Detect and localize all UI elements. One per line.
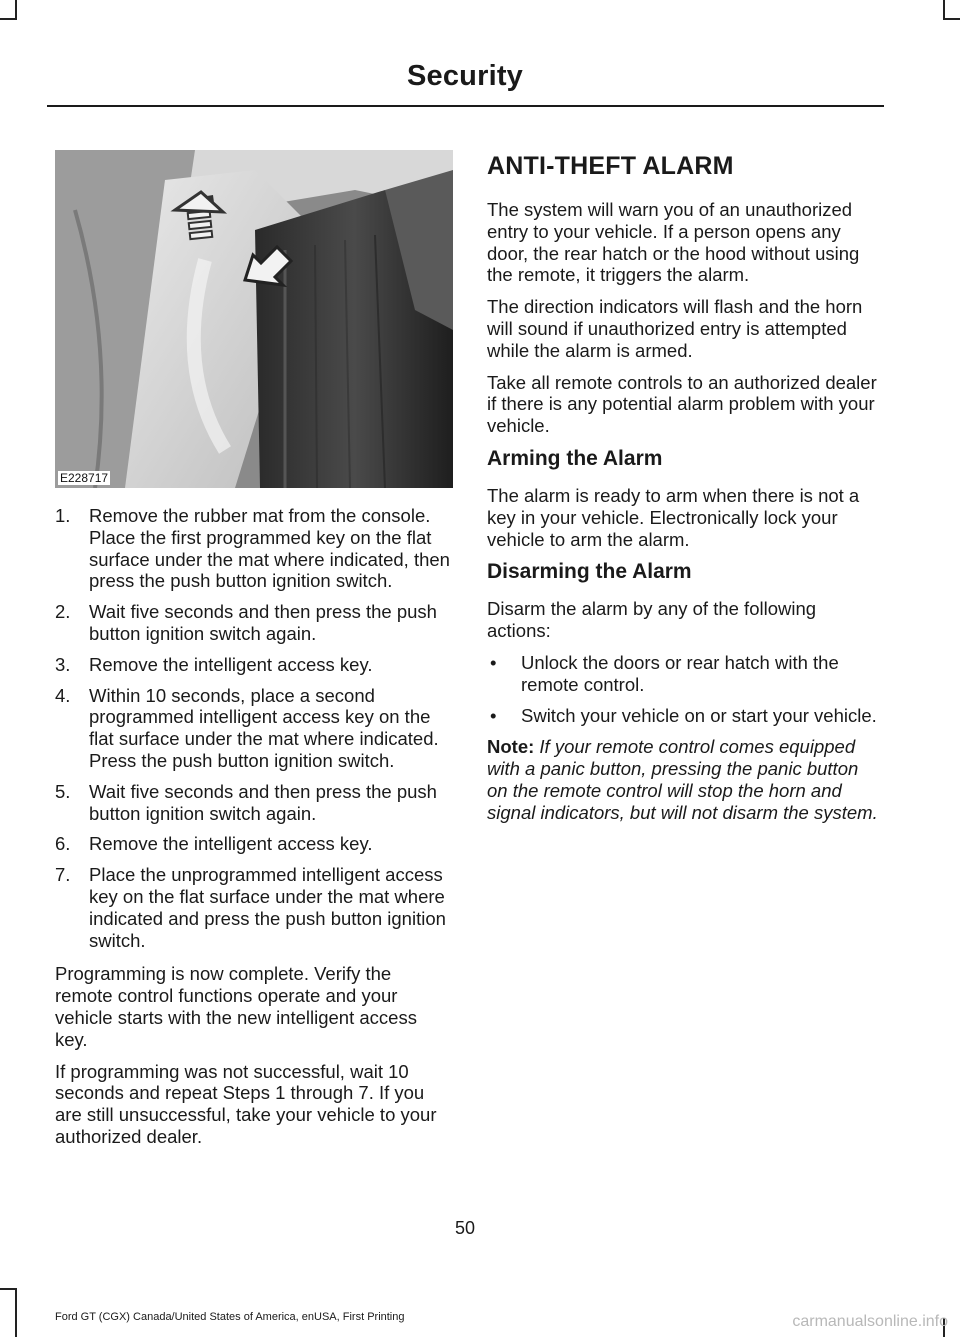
step-number: 2. [55, 601, 71, 623]
step-text: Remove the intelligent access key. [89, 653, 373, 675]
disarm-actions-list [487, 652, 882, 726]
note-text: If your remote control comes equipped with a panic button, pressing the panic button on the remote control will stop the horn and signal indicators, but will not disarm the system. [487, 736, 878, 823]
console-illustration [55, 150, 453, 488]
body-paragraph: Programming is now complete. Verify the remote control functions operate and your vehicle starts with the new intelligent access key. [55, 963, 417, 1050]
header-rule [47, 105, 884, 107]
console-figure [55, 150, 453, 488]
step-number: 3. [55, 653, 71, 675]
body-paragraph: If programming was not successful, wait 10 seconds and repeat Steps 1 through 7. If you are still unsuccessful, take your vehicle to your authorized dealer. [55, 1060, 437, 1147]
figure-id: E228717 [60, 471, 109, 485]
body-paragraph: The alarm is ready to arm when there is not a key in your vehicle. Electronically lock your vehicle to arm the alarm. [487, 484, 860, 550]
programming-steps [55, 505, 450, 951]
step-number: 5. [55, 780, 71, 802]
note-label: Note: [487, 736, 535, 758]
step-number: 7. [55, 864, 71, 886]
left-column [55, 505, 450, 1158]
step-text: Remove the rubber mat from the console. Place the first programmed key on the flat surface under the mat where indicated, then press the push button ignition switch. [89, 505, 450, 592]
crop-mark [15, 0, 17, 20]
crop-mark [0, 1288, 17, 1290]
step-text: Remove the intelligent access key. [89, 833, 373, 855]
body-paragraph: Disarm the alarm by any of the following actions: [487, 598, 817, 642]
crop-mark [0, 18, 17, 20]
section-heading: ANTI-THEFT ALARM [487, 152, 734, 180]
page-number: 50 [454, 1218, 476, 1238]
step-item [55, 505, 450, 592]
bullet-icon: • [490, 651, 497, 673]
subsection-heading-arming: Arming the Alarm [487, 446, 663, 470]
step-text: Place the unprogrammed intelligent access key on the flat surface under the mat where indicated and press the push button ignition switch. [89, 864, 446, 951]
list-item-text: Switch your vehicle on or start your vehicle. [521, 704, 877, 726]
step-text: Wait five seconds and then press the push button ignition switch again. [89, 601, 437, 644]
body-paragraph: The direction indicators will flash and the horn will sound if unauthorized entry is attempted while the alarm is armed. [487, 296, 863, 361]
step-item [55, 685, 450, 772]
crop-mark [943, 18, 960, 20]
step-number: 6. [55, 833, 71, 855]
body-paragraph: The system will warn you of an unauthorized entry to your vehicle. If a person opens any door, the rear hatch or the hood without using the remote, it triggers the alarm. [487, 199, 860, 286]
step-text: Within 10 seconds, place a second programmed intelligent access key on the flat surface under the mat where indicated. Press the push button ignition switch. [89, 684, 439, 771]
body-paragraph: Take all remote controls to an authorized dealer if there is any potential alarm problem with your vehicle. [487, 371, 877, 437]
step-number: 1. [55, 505, 71, 526]
step-item [55, 833, 450, 855]
crop-mark [943, 0, 945, 20]
step-item [55, 654, 450, 676]
list-item [487, 652, 882, 696]
step-text: Wait five seconds and then press the push button ignition switch again. [89, 780, 437, 824]
step-item [55, 864, 450, 951]
note-paragraph [487, 736, 882, 823]
list-item-text: Unlock the doors or rear hatch with the remote control. [521, 651, 839, 695]
right-column [487, 148, 882, 834]
subsection-heading-disarming: Disarming the Alarm [487, 560, 692, 584]
watermark: carmanualsonline.info [792, 1313, 948, 1330]
crop-mark [15, 1288, 17, 1337]
step-item [55, 781, 450, 825]
list-item [487, 705, 882, 727]
footer-text: Ford GT (CGX) Canada/United States of America, enUSA, First Printing [55, 1311, 405, 1323]
bullet-icon: • [490, 704, 497, 726]
step-number: 4. [55, 684, 71, 706]
step-item [55, 601, 450, 645]
page-title: Security [406, 60, 524, 92]
